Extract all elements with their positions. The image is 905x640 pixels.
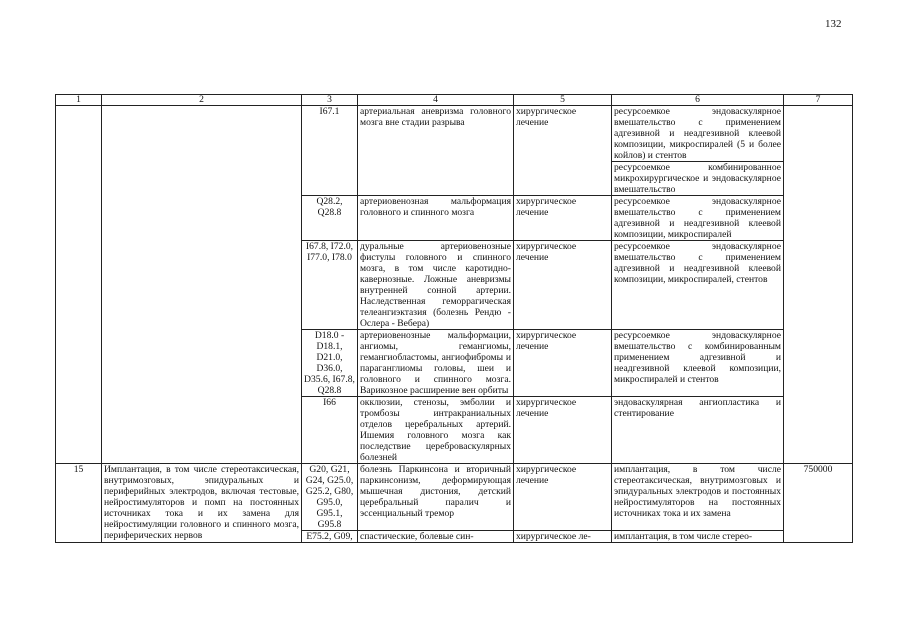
treatment-type-cell: хирургическое ле- bbox=[514, 531, 612, 543]
row-number-cell-continued bbox=[56, 106, 102, 464]
icd-codes-cell: G20, G21, G24, G25.0, G25.2, G80, G95.0, G95.1, G95.8 bbox=[302, 464, 358, 531]
icd-codes-cell: I66 bbox=[302, 397, 358, 464]
procedures-table bbox=[55, 94, 853, 543]
cost-cell-continued bbox=[784, 106, 853, 464]
icd-codes-cell: I67.8, I72.0, I77.0, I78.0 bbox=[302, 241, 358, 330]
condition-cell: окклюзии, стенозы, эмболии и тромбозы интракраниальных отделов церебральных артерий. Ишемия головного мозга как последствие цереброваскулярных болезней bbox=[358, 397, 514, 464]
icd-codes-cell: I67.1 bbox=[302, 106, 358, 196]
treatment-type-cell: хирургическое лечение bbox=[514, 196, 612, 241]
method-cell: имплантация, в том числе стереотаксическая, внутримозговых и эпидуральных электродов и постоянных нейростимуляторов на постоянных источниках тока и их замена bbox=[612, 464, 784, 531]
header-col-7: 7 bbox=[784, 95, 853, 106]
method-entry: ресурсоемкое комбинированное микрохирургическое и эндоваскулярное вмешательство bbox=[614, 162, 781, 195]
header-col-2: 2 bbox=[102, 95, 302, 106]
condition-cell: спастические, болевые син- bbox=[358, 531, 514, 543]
header-col-6: 6 bbox=[612, 95, 784, 106]
header-col-3: 3 bbox=[302, 95, 358, 106]
method-cell: имплантация, в том числе стерео- bbox=[612, 531, 784, 543]
treatment-type-cell: хирургическое лечение bbox=[514, 397, 612, 464]
condition-cell: артериовенозная мальформация головного и спинного мозга bbox=[358, 196, 514, 241]
table-header-row bbox=[56, 95, 853, 106]
method-entry: ресурсоемкое эндоваскулярное вмешательство с применением адгезивной и неадгезивной клеевой композиции, микроспиралей (5 и более койлов) и стентов bbox=[614, 106, 781, 161]
icd-codes-cell: E75.2, G09, bbox=[302, 531, 358, 543]
method-cell: ресурсоемкое эндоваскулярное вмешательство с применением адгезивной и неадгезивной клеевой композиции, микроспиралей bbox=[612, 196, 784, 241]
procedure-name-cell: Имплантация, в том числе стереотаксическая, внутримозговых, эпидуральных и периферийных электродов, включая тестовые, нейростимуляторов и помп на постоянных источниках тока и их замена для нейростимуляции головного и спинного мозга, периферических нервов bbox=[102, 464, 302, 543]
condition-cell: болезнь Паркинсона и вторичный паркинсонизм, деформирующая мышечная дистония, детский церебральный паралич и эссенциальный тремор bbox=[358, 464, 514, 531]
condition-cell: артериальная аневризма головного мозга вне стадии разрыва bbox=[358, 106, 514, 196]
treatment-type-cell: хирургическое лечение bbox=[514, 330, 612, 397]
treatment-type-cell: хирургическое лечение bbox=[514, 464, 612, 531]
header-col-1: 1 bbox=[56, 95, 102, 106]
treatment-type-cell: хирургическое лечение bbox=[514, 241, 612, 330]
method-cell: эндоваскулярная ангиопластика и стентирование bbox=[612, 397, 784, 464]
procedure-name-cell-continued bbox=[102, 106, 302, 464]
method-cell: ресурсоемкое эндоваскулярное вмешательство с комбинированным применением адгезивной и неадгезивной клеевой композиции, микроспиралей и стентов bbox=[612, 330, 784, 397]
header-col-5: 5 bbox=[514, 95, 612, 106]
condition-cell: дуральные артериовенозные фистулы головного и спинного мозга, в том числе каротидно-кавернозные. Ложные аневризмы внутренней сонной артерии. Наследственная геморрагическая телеангиэктазия (болезнь Рендю - Ослера - Вебера) bbox=[358, 241, 514, 330]
header-col-4: 4 bbox=[358, 95, 514, 106]
method-cell: ресурсоемкое эндоваскулярное вмешательство с применением адгезивной и неадгезивной клеевой композиции, микроспиралей, стентов bbox=[612, 241, 784, 330]
table-row bbox=[56, 106, 853, 196]
page-number: 132 bbox=[825, 18, 842, 30]
treatment-type-cell: хирургическое лечение bbox=[514, 106, 612, 196]
row-number-cell: 15 bbox=[56, 464, 102, 543]
method-cell bbox=[612, 106, 784, 196]
icd-codes-cell: Q28.2, Q28.8 bbox=[302, 196, 358, 241]
condition-cell: артериовенозные мальформации, ангиомы, гемангиомы, гемангиобластомы, ангиофибромы и параганглиомы головы, шеи и головного и спинного мозга. Варикозное расширение вен орбиты bbox=[358, 330, 514, 397]
cost-cell: 750000 bbox=[784, 464, 853, 543]
table-row bbox=[56, 464, 853, 531]
icd-codes-cell: D18.0 - D18.1, D21.0, D36.0, D35.6, I67.8, Q28.8 bbox=[302, 330, 358, 397]
